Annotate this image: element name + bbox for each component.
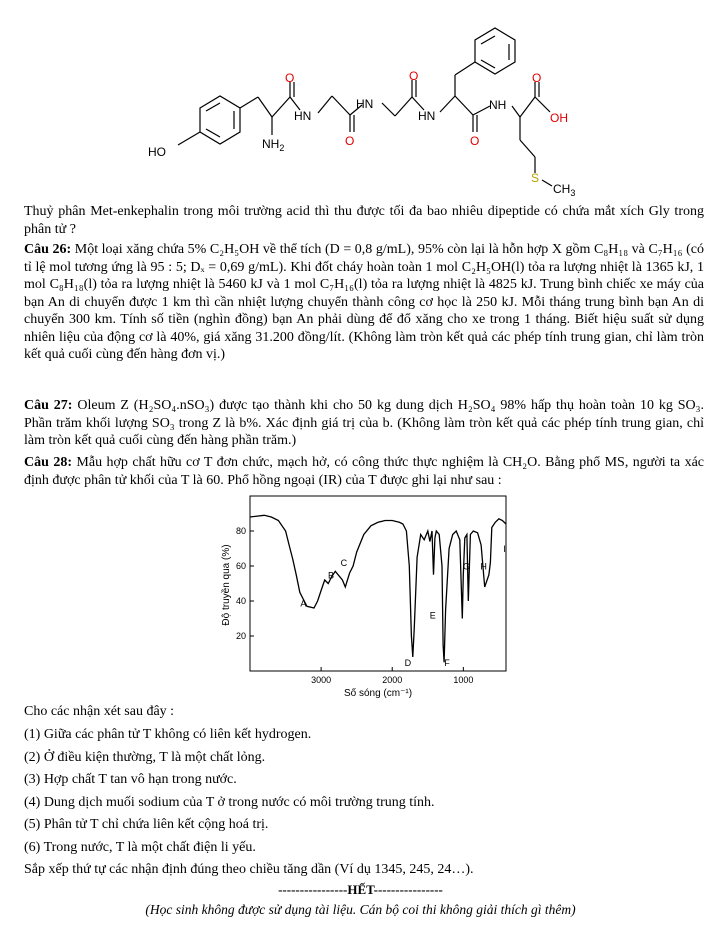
peak-label-g: G bbox=[463, 561, 471, 572]
remark-6: (6) Trong nước, T là một chất điện li yếu. bbox=[24, 840, 256, 855]
peak-label-c: C bbox=[340, 558, 348, 568]
remark-5: (5) Phân tử T chỉ chứa liên kết cộng hoá trị. bbox=[24, 817, 269, 832]
y-axis-label: Độ truyền qua (%) bbox=[221, 544, 232, 626]
question-27 bbox=[24, 397, 704, 450]
oh-label: OH bbox=[550, 111, 568, 125]
y-tick-label: 20 bbox=[235, 631, 246, 641]
ir-series-line bbox=[250, 515, 506, 662]
peak-label-a: A bbox=[300, 598, 307, 609]
ch3-label: $CH_3$ bbox=[553, 182, 576, 198]
oxygen-label-2: O bbox=[345, 134, 355, 148]
peak-label-b: B bbox=[328, 570, 335, 581]
hn-label-2: HN bbox=[356, 97, 374, 111]
remark-1: (1) Giữa các phân tử T không có liên kết hydrogen. bbox=[24, 727, 312, 742]
nh2-label: $NH_2$ bbox=[262, 137, 285, 153]
q28-text: Mẫu hợp chất hữu cơ T đơn chức, mạch hở, có công thức thực nghiệm là CH₂O. Bằng phổ MS, người ta xác định được phân tử khối của T là 60. Phổ hồng ngoại (IR) của T được ghi lại như sau : bbox=[24, 455, 704, 488]
oxygen-label-1: O bbox=[285, 71, 295, 85]
ir-spectrum-chart bbox=[0, 490, 721, 705]
remark-2: (2) Ở điều kiện thường, T là một chất lỏng. bbox=[24, 750, 266, 765]
remark-4: (4) Dung dịch muối sodium của T ở trong nước có môi trường trung tính. bbox=[24, 795, 435, 810]
remarks-intro: Cho các nhận xét sau đây : bbox=[24, 704, 175, 719]
y-tick-label: 60 bbox=[235, 561, 246, 571]
remark-3: (3) Hợp chất T tan vô hạn trong nước. bbox=[24, 772, 237, 787]
q27-text: Oleum Z (H₂SO₄.nSO₃) được tạo thành khi cho 50 kg dung dịch H₂SO₄ 98% hấp thụ hoàn toàn 10 kg SO₃. Phần trăm khối lượng SO₃ trong Z là b%. Xác định giá trị của b. (Không làm tròn kết quả các phép tính trung gian, chỉ làm tròn kết quả cuối cùng đến hàng phần trăm.) bbox=[24, 398, 705, 448]
peak-label-d: D bbox=[404, 657, 412, 668]
sort-instruction: Sắp xếp thứ tự các nhận định đúng theo chiều tăng dần (Ví dụ 1345, 245, 24…). bbox=[24, 862, 474, 877]
footer-note: (Học sinh không được sử dụng tài liệu. Cán bộ coi thi không giải thích gì thêm) bbox=[145, 902, 576, 917]
q26-label: Câu 26: bbox=[24, 242, 72, 257]
peak-label-f: F bbox=[444, 657, 450, 668]
q26-text: Một loại xăng chứa 5% C₂H₅OH về thể tích (D = 0,8 g/mL), 95% còn lại là hỗn hợp X gồm C₈H₁₈ và C₇H₁₆ (có tỉ lệ mol tương ứng là 95 : 5; Dₓ = 0,69 g/mL). Khi đốt cháy hoàn toàn 1 mol C₂H₅OH(l) tỏa ra lượng nhiệt là 1365 kJ, 1 mol C₈H₁₈(l) tỏa ra lượng nhiệt là 5460 kJ và 1 mol C₇H₁₆(l) tỏa ra lượng nhiệt là 4825 kJ. Trung bình chiếc xe máy của bạn An di chuyển được 1 km thì cần nhiệt lượng chuyển thành công cơ học là 250 kJ. Mỗi tháng trung bình bạn An di chuyển 300 km. Tính số tiền (nghìn đồng) bạn An phải dùng để đổ xăng cho xe trong 1 tháng. Biết hiệu suất sử dụng nhiên liệu của động cơ là 40%, giá xăng 31.200 đồng/lít. (Không làm tròn kết quả các phép tính trung gian, chỉ làm tròn kết quả cuối cùng đến hàng đơn vị.) bbox=[24, 242, 705, 362]
question-26 bbox=[24, 241, 704, 364]
oxygen-label-3: O bbox=[409, 69, 419, 83]
question-28 bbox=[24, 454, 704, 489]
peak-label-e: E bbox=[429, 610, 436, 621]
peak-label-i: I bbox=[503, 544, 506, 554]
q27-label: Câu 27: bbox=[24, 398, 73, 413]
hn-label-1: HN bbox=[294, 109, 312, 123]
peak-label-h: H bbox=[480, 561, 487, 572]
x-tick-label: 1000 bbox=[453, 675, 474, 685]
x-axis-label: Số sóng (cm⁻¹) bbox=[343, 688, 413, 699]
oxygen-label-5: O bbox=[532, 71, 542, 85]
x-tick-label: 2000 bbox=[382, 675, 403, 685]
hn-label-3: HN bbox=[418, 109, 436, 123]
end-mark: ----------------HẾT---------------- bbox=[278, 882, 443, 897]
nh-label-4: NH bbox=[489, 98, 507, 112]
sulfur-label: S bbox=[531, 171, 540, 185]
question-intro: Thuỷ phân Met-enkephalin trong môi trường acid thì thu được tối đa bao nhiêu dipeptide có chứa mắt xích Gly trong phân tử ? bbox=[24, 204, 704, 237]
y-tick-label: 80 bbox=[235, 526, 246, 536]
q28-label: Câu 28: bbox=[24, 455, 72, 470]
x-tick-label: 3000 bbox=[311, 675, 332, 685]
ho-label: HO bbox=[148, 145, 166, 159]
oxygen-label-4: O bbox=[470, 134, 480, 148]
met-enkephalin-structure bbox=[0, 0, 721, 200]
y-tick-label: 40 bbox=[235, 596, 246, 606]
